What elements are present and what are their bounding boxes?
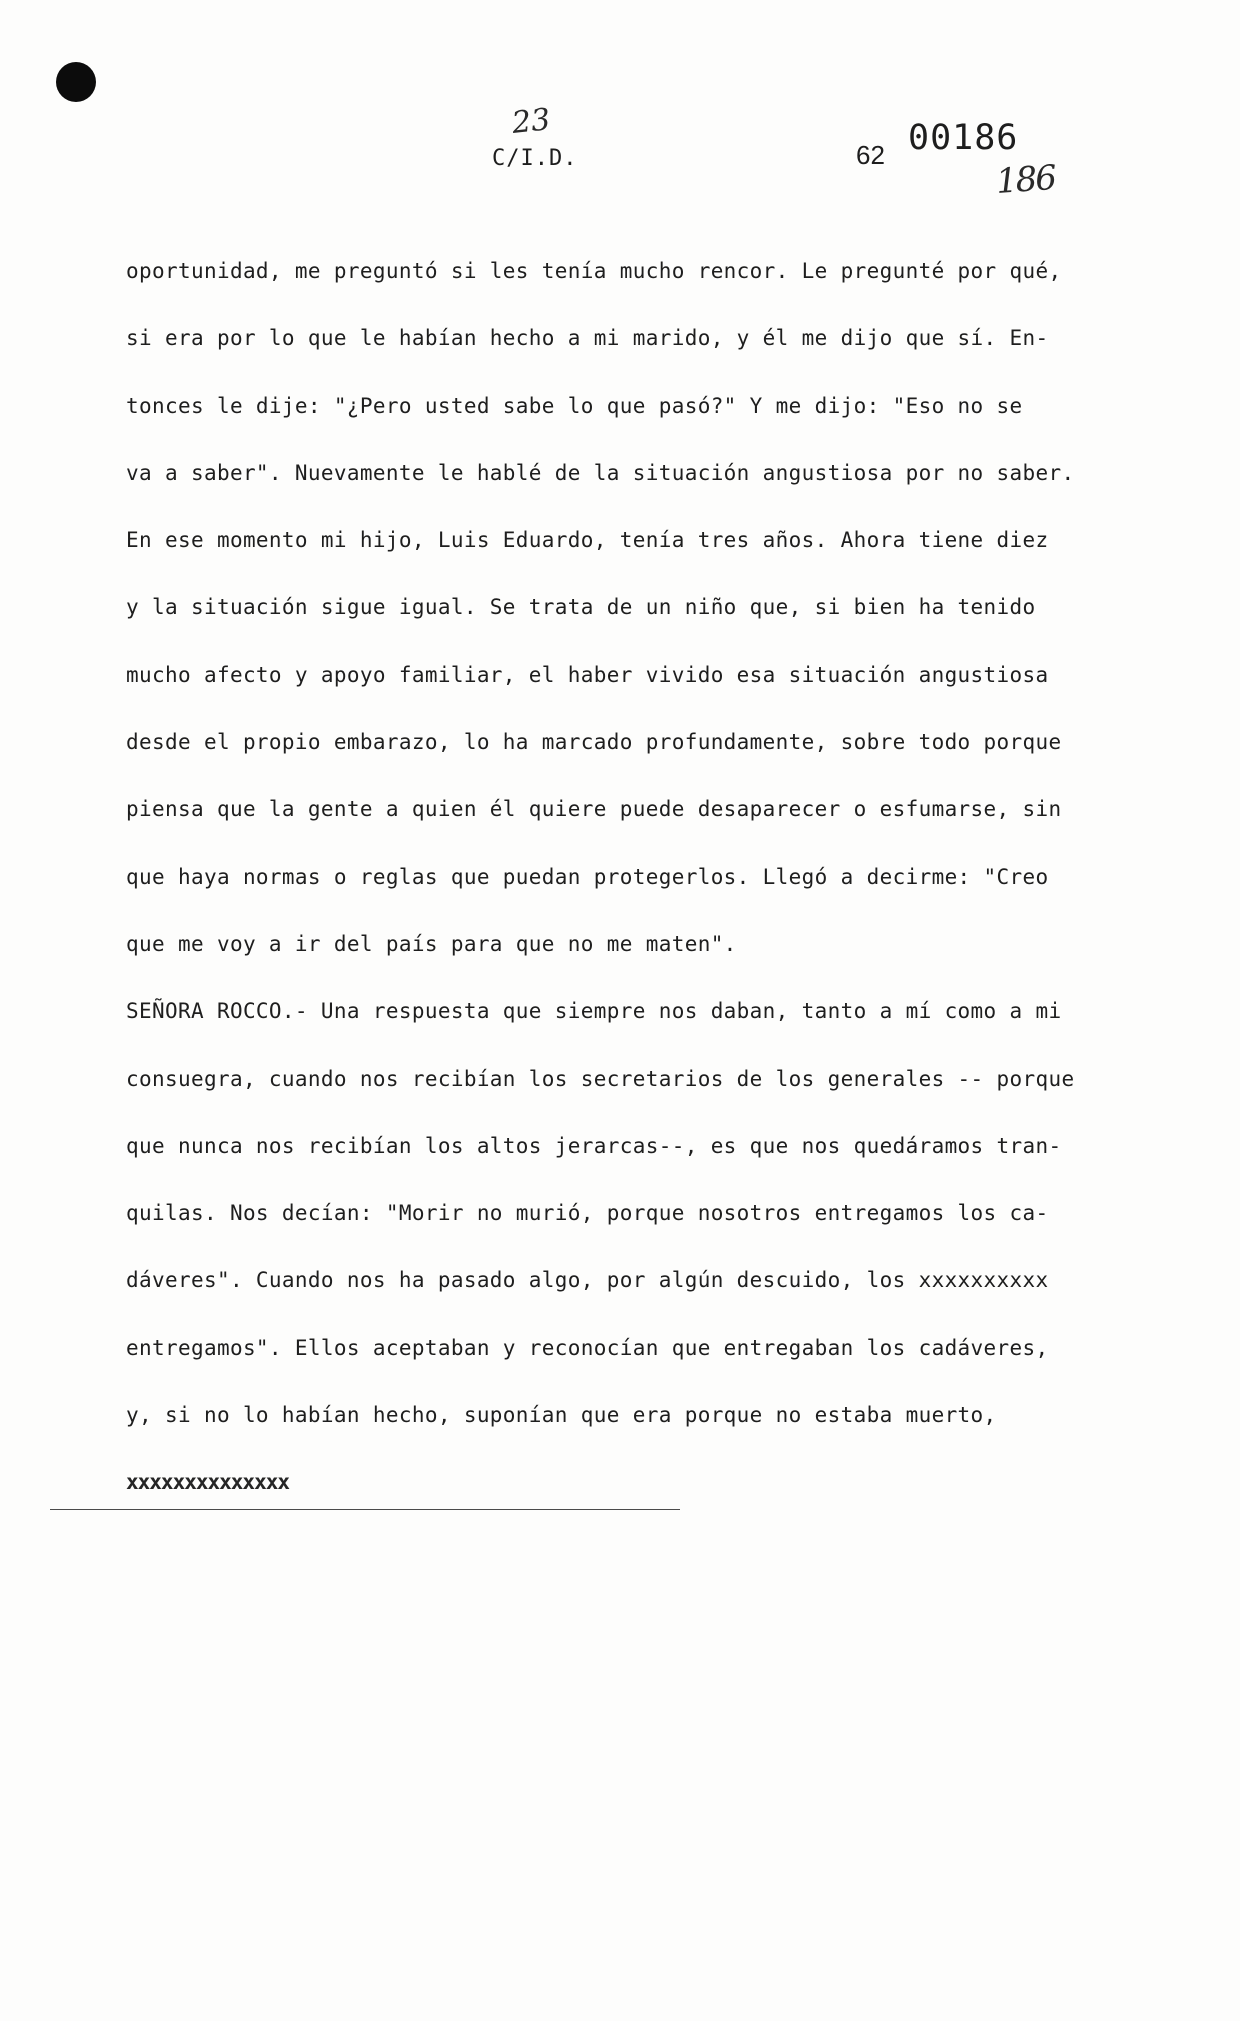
text-line: En ese momento mi hijo, Luis Eduardo, tenía tres años. Ahora tiene diez <box>126 528 1049 553</box>
stamped-document-number: 00186 <box>908 118 1019 158</box>
text-line: y, si no lo habían hecho, suponían que era porque no estaba muerto, <box>126 1403 997 1428</box>
text-line: quilas. Nos decían: "Morir no murió, porque nosotros entregamos los ca- <box>126 1201 1049 1226</box>
text-line: desde el propio embarazo, lo ha marcado profundamente, sobre todo porque <box>126 730 1062 755</box>
text-line: mucho afecto y apoyo familiar, el haber vivido esa situación angustiosa <box>126 662 1049 687</box>
text-line: que me voy a ir del país para que no me maten". <box>126 931 737 956</box>
text-line: si era por lo que le habían hecho a mi marido, y él me dijo que sí. En- <box>126 326 1049 351</box>
text-line: que haya normas o reglas que puedan protegerlos. Llegó a decirme: "Creo <box>126 864 1049 889</box>
text-line: dáveres". Cuando nos ha pasado algo, por algún descuido, los xxxxxxxxxx <box>126 1268 1049 1293</box>
typed-body-text <box>126 256 1086 1497</box>
handwritten-folio-number: 23 <box>510 102 552 141</box>
punch-hole-mark <box>56 62 96 102</box>
text-line: entregamos". Ellos aceptaban y reconocían que entregaban los cadáveres, <box>126 1335 1049 1360</box>
document-code: C/I.D. <box>492 146 578 171</box>
handwritten-folio-number-right: 186 <box>994 157 1057 203</box>
page-number: 62 <box>856 140 885 170</box>
text-line: tonces le dije: "¿Pero usted sabe lo que pasó?" Y me dijo: "Eso no se <box>126 393 1023 418</box>
separator-rule <box>50 1509 680 1510</box>
text-line: piensa que la gente a quien él quiere puede desaparecer o esfumarse, sin <box>126 797 1062 822</box>
struck-out-line: xxxxxxxxxxxxxx <box>126 1470 290 1495</box>
text-line: y la situación sigue igual. Se trata de un niño que, si bien ha tenido <box>126 595 1036 620</box>
text-line: va a saber". Nuevamente le hablé de la situación angustiosa por no saber. <box>126 460 1075 485</box>
text-line: oportunidad, me preguntó si les tenía mucho rencor. Le pregunté por qué, <box>126 259 1062 283</box>
text-line: que nunca nos recibían los altos jerarcas--, es que nos quedáramos tran- <box>126 1133 1062 1158</box>
text-line: consuegra, cuando nos recibían los secretarios de los generales -- porque <box>126 1066 1075 1091</box>
text-line: SEÑORA ROCCO.- Una respuesta que siempre nos daban, tanto a mí como a mi <box>126 999 1062 1024</box>
